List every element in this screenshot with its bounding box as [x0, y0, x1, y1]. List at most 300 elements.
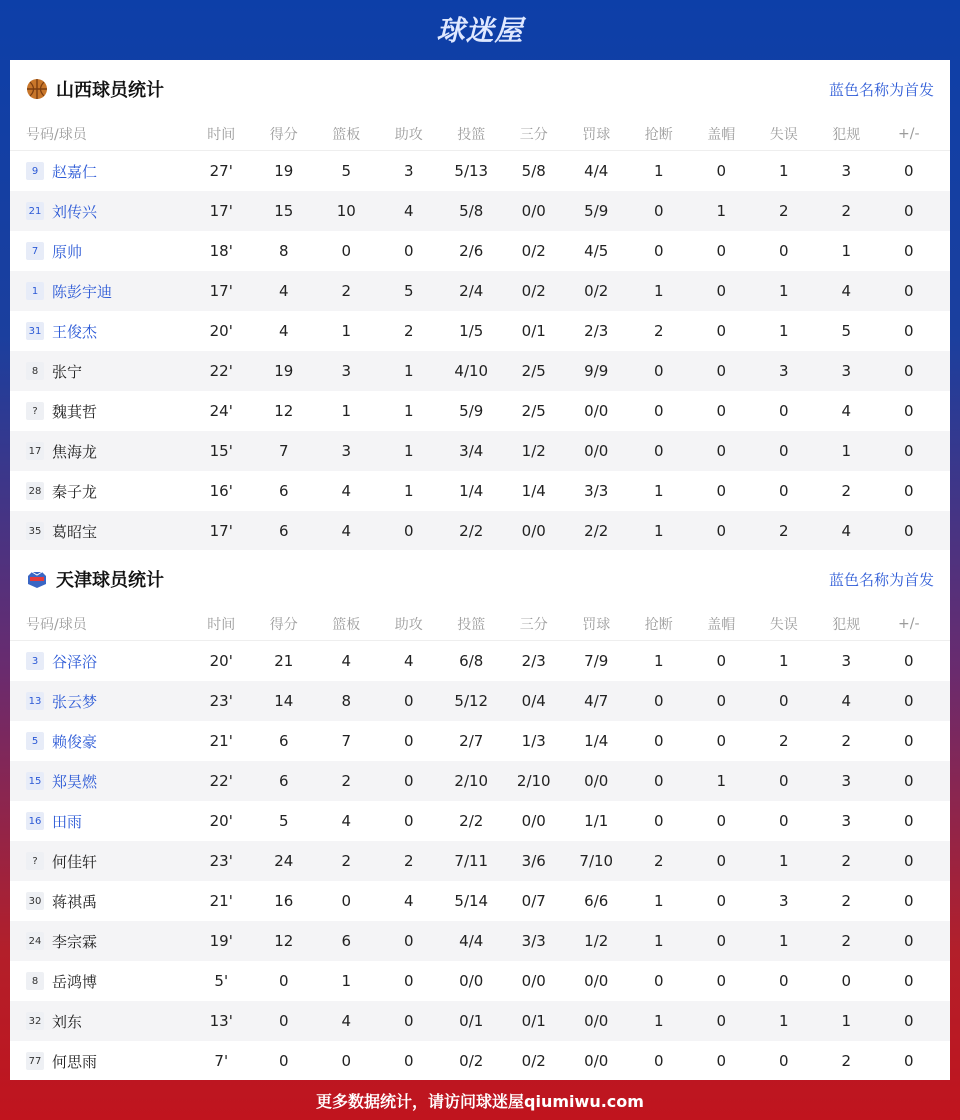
player-cell	[10, 521, 190, 542]
player-row	[10, 921, 950, 961]
stat-cell: 3/6	[521, 852, 546, 870]
stat-cell: 0	[653, 202, 664, 220]
stat-cell: 5	[278, 812, 289, 830]
stat-cell: 2	[341, 282, 352, 300]
jersey-number-badge: 8	[26, 972, 44, 990]
jersey-number-badge: ?	[26, 852, 44, 870]
player-cell	[10, 361, 190, 382]
stat-cell: 2	[841, 732, 852, 750]
jersey-number-badge: 17	[26, 442, 44, 460]
stat-cell: 0	[903, 402, 914, 420]
stat-cell: 0	[903, 282, 914, 300]
stat-cell: 3	[841, 652, 852, 670]
stat-cell: 0/2	[521, 1052, 546, 1070]
stat-cell: 15'	[209, 442, 233, 460]
stat-cell: 20'	[209, 322, 233, 340]
stat-cell: 0	[716, 482, 727, 500]
stat-cell: 12	[274, 402, 294, 420]
stat-cell: 0	[716, 322, 727, 340]
stat-cell: 0/1	[459, 1012, 484, 1030]
stat-cell: 12	[274, 932, 294, 950]
column-header: 失误	[769, 127, 798, 143]
stat-cell: 1	[341, 402, 352, 420]
stat-cell: 5/12	[454, 692, 489, 710]
stat-cell: 2/4	[459, 282, 484, 300]
stats-table	[10, 118, 950, 551]
stat-cell: 2/3	[521, 652, 546, 670]
stat-cell: 0	[653, 242, 664, 260]
stat-cell: 1	[778, 932, 789, 950]
stat-cell: 2	[403, 852, 414, 870]
stat-cell: 5/8	[459, 202, 484, 220]
stat-cell: 2	[841, 892, 852, 910]
stat-cell: 0	[653, 812, 664, 830]
player-cell	[10, 811, 190, 832]
stat-cell: 1	[778, 282, 789, 300]
stat-cell: 5/9	[459, 402, 484, 420]
player-row	[10, 1001, 950, 1041]
player-cell	[10, 441, 190, 462]
stat-cell: 2/2	[459, 522, 484, 540]
table-header-row	[10, 118, 950, 151]
stat-cell: 1	[403, 362, 414, 380]
team-title-text: 山西球员统计	[56, 80, 164, 101]
stat-cell: 2	[778, 732, 789, 750]
stat-cell: 24	[274, 852, 294, 870]
stat-cell: 13'	[209, 1012, 233, 1030]
stat-cell: 0	[341, 1052, 352, 1070]
stat-cell: 1/2	[521, 442, 546, 460]
stat-cell: 0	[903, 322, 914, 340]
stat-cell: 0	[903, 482, 914, 500]
player-name[interactable]: 原帅	[52, 242, 83, 261]
player-name[interactable]: 刘传兴	[52, 202, 98, 221]
stat-cell: 2	[403, 322, 414, 340]
player-cell	[10, 691, 190, 712]
stat-cell: 0	[778, 1052, 789, 1070]
stat-cell: 0	[653, 772, 664, 790]
player-row	[10, 351, 950, 391]
stat-cell: 1	[403, 442, 414, 460]
stat-cell: 0/2	[521, 242, 546, 260]
column-header: 罚球	[582, 617, 611, 633]
stat-cell: 0	[903, 972, 914, 990]
stat-cell: 3	[778, 362, 789, 380]
stat-cell: 0	[903, 892, 914, 910]
stat-cell: 0	[903, 202, 914, 220]
stat-cell: 0	[778, 692, 789, 710]
stat-cell: 0	[278, 1012, 289, 1030]
player-row	[10, 151, 950, 191]
stat-cell: 19'	[209, 932, 233, 950]
stat-cell: 20'	[209, 652, 233, 670]
column-header: 得分	[269, 127, 298, 143]
stat-cell: 2/10	[454, 772, 489, 790]
team-title	[26, 76, 164, 102]
player-name[interactable]: 秦子龙	[52, 482, 98, 501]
player-row	[10, 191, 950, 231]
stat-cell: 0/1	[521, 1012, 546, 1030]
player-cell	[10, 201, 190, 222]
stat-cell: 0/1	[521, 322, 546, 340]
stat-cell: 1	[653, 652, 664, 670]
player-row	[10, 271, 950, 311]
stat-cell: 1	[716, 202, 727, 220]
stat-cell: 1	[653, 162, 664, 180]
stat-cell: 0/0	[521, 812, 546, 830]
stat-cell: 4/7	[584, 692, 609, 710]
player-row	[10, 511, 950, 551]
column-header: 盖帽	[707, 127, 736, 143]
stat-cell: 0	[653, 732, 664, 750]
stat-cell: 4	[841, 282, 852, 300]
player-name[interactable]: 张云梦	[52, 692, 98, 711]
stat-cell: 4/10	[454, 362, 489, 380]
player-row	[10, 1041, 950, 1081]
stat-cell: 9/9	[584, 362, 609, 380]
stat-cell: 18'	[209, 242, 233, 260]
stat-cell: 4	[341, 812, 352, 830]
stat-cell: 0	[903, 1012, 914, 1030]
stat-cell: 0	[716, 1052, 727, 1070]
stat-cell: 0/7	[521, 892, 546, 910]
stat-cell: 0	[403, 1052, 414, 1070]
stat-cell: 0/0	[584, 972, 609, 990]
stat-cell: 1/1	[584, 812, 609, 830]
player-name[interactable]: 郑昊燃	[52, 772, 98, 791]
stat-cell: 4	[341, 522, 352, 540]
stat-cell: 3	[341, 362, 352, 380]
player-cell	[10, 651, 190, 672]
player-row	[10, 961, 950, 1001]
stat-cell: 4	[403, 892, 414, 910]
stat-cell: 5/13	[454, 162, 489, 180]
player-name[interactable]: 岳鸿博	[52, 972, 98, 991]
stat-cell: 7'	[214, 1052, 229, 1070]
stat-cell: 0	[653, 692, 664, 710]
column-header: 抢断	[644, 127, 673, 143]
stat-cell: 0	[778, 972, 789, 990]
tianjin-team-logo-icon	[26, 568, 48, 590]
stat-cell: 0	[716, 362, 727, 380]
jersey-number-badge: 31	[26, 322, 44, 340]
jersey-number-badge: 13	[26, 692, 44, 710]
player-name[interactable]: 田雨	[52, 812, 83, 831]
stat-cell: 2/10	[516, 772, 551, 790]
stat-cell: 6	[341, 932, 352, 950]
player-name[interactable]: 蒋祺禹	[52, 892, 98, 911]
stat-cell: 4	[841, 522, 852, 540]
player-name[interactable]: 陈彭宇迪	[52, 282, 113, 301]
stat-cell: 1	[778, 1012, 789, 1030]
stat-cell: 0/0	[459, 972, 484, 990]
stat-cell: 0/2	[459, 1052, 484, 1070]
player-name[interactable]: 李宗霖	[52, 932, 98, 951]
stat-cell: 2	[841, 202, 852, 220]
column-header: 时间	[207, 127, 236, 143]
stat-cell: 7/10	[579, 852, 614, 870]
stat-cell: 2/7	[459, 732, 484, 750]
jersey-number-badge: 9	[26, 162, 44, 180]
card-header	[10, 60, 950, 118]
stat-cell: 0	[903, 852, 914, 870]
stat-cell: 4/4	[459, 932, 484, 950]
stat-cell: 0/4	[521, 692, 546, 710]
player-cell	[10, 321, 190, 342]
stat-cell: 23'	[209, 852, 233, 870]
column-header: 助攻	[394, 617, 423, 633]
stat-cell: 0/2	[521, 282, 546, 300]
player-cell	[10, 891, 190, 912]
player-row	[10, 641, 950, 681]
column-header: +/-	[898, 126, 920, 142]
column-header: 盖帽	[707, 617, 736, 633]
stat-cell: 24'	[209, 402, 233, 420]
player-name[interactable]: 何佳轩	[52, 852, 98, 871]
stat-cell: 22'	[209, 362, 233, 380]
player-name[interactable]: 魏萁哲	[52, 402, 98, 421]
column-header: 失误	[769, 617, 798, 633]
stat-cell: 27'	[209, 162, 233, 180]
stat-cell: 0	[716, 692, 727, 710]
stat-cell: 6	[278, 772, 289, 790]
stat-cell: 3	[841, 162, 852, 180]
stat-cell: 1	[403, 482, 414, 500]
stat-cell: 6	[278, 732, 289, 750]
stat-cell: 0	[778, 402, 789, 420]
stat-cell: 0	[716, 162, 727, 180]
stat-cell: 1	[716, 772, 727, 790]
stat-cell: 0/0	[584, 442, 609, 460]
stat-cell: 0/0	[584, 772, 609, 790]
stat-cell: 2	[841, 852, 852, 870]
stat-cell: 1	[841, 242, 852, 260]
stat-cell: 2	[841, 482, 852, 500]
stat-cell: 2	[778, 202, 789, 220]
stat-cell: 2	[341, 772, 352, 790]
player-cell	[10, 851, 190, 872]
jersey-number-badge: 24	[26, 932, 44, 950]
stat-cell: 0	[903, 772, 914, 790]
stat-cell: 23'	[209, 692, 233, 710]
stat-cell: 17'	[209, 282, 233, 300]
stat-cell: 1	[653, 482, 664, 500]
stat-cell: 0	[778, 482, 789, 500]
starter-legend: 蓝色名称为首发	[828, 80, 934, 99]
stat-cell: 4/4	[584, 162, 609, 180]
stat-cell: 0	[341, 892, 352, 910]
stat-cell: 2	[841, 1052, 852, 1070]
player-cell	[10, 481, 190, 502]
stat-cell: 0	[653, 402, 664, 420]
footer-banner: 更多数据统计，请访问球迷屋qiumiwu.com	[316, 1091, 644, 1111]
column-header: 投篮	[457, 127, 486, 143]
stat-cell: 1	[778, 652, 789, 670]
stat-cell: 5'	[214, 972, 229, 990]
stat-cell: 19	[274, 162, 294, 180]
stat-cell: 0/0	[584, 402, 609, 420]
player-cell	[10, 241, 190, 262]
stat-cell: 1	[841, 442, 852, 460]
stat-cell: 0	[716, 402, 727, 420]
stat-cell: 21	[274, 652, 294, 670]
column-header: 三分	[519, 127, 548, 143]
stat-cell: 3/4	[459, 442, 484, 460]
stat-cell: 0	[903, 692, 914, 710]
stat-cell: 1/4	[521, 482, 546, 500]
stat-cell: 21'	[209, 892, 233, 910]
player-name[interactable]: 葛昭宝	[52, 522, 98, 541]
stat-cell: 0	[653, 362, 664, 380]
jersey-number-badge: 3	[26, 652, 44, 670]
stat-cell: 5	[341, 162, 352, 180]
column-header: 犯规	[832, 617, 861, 633]
player-name[interactable]: 赖俊豪	[52, 732, 98, 751]
stat-cell: 0	[716, 812, 727, 830]
stat-cell: 1/5	[459, 322, 484, 340]
player-row	[10, 231, 950, 271]
stat-cell: 1	[653, 522, 664, 540]
stat-cell: 0/0	[521, 522, 546, 540]
player-cell	[10, 161, 190, 182]
stat-cell: 1/3	[521, 732, 546, 750]
stat-cell: 0	[716, 732, 727, 750]
column-header: +/-	[898, 616, 920, 632]
stat-cell: 2	[653, 322, 664, 340]
jersey-number-badge: 35	[26, 522, 44, 540]
stat-cell: 0	[716, 892, 727, 910]
team-title-text: 天津球员统计	[56, 570, 164, 591]
stat-cell: 2	[653, 852, 664, 870]
stat-cell: 0	[841, 972, 852, 990]
stat-cell: 7	[278, 442, 289, 460]
stat-cell: 3	[841, 362, 852, 380]
stat-cell: 0	[903, 652, 914, 670]
stat-cell: 7/9	[584, 652, 609, 670]
stat-cell: 0	[278, 972, 289, 990]
stat-cell: 0	[653, 442, 664, 460]
stat-cell: 3/3	[521, 932, 546, 950]
stat-cell: 22'	[209, 772, 233, 790]
stat-cell: 6	[278, 482, 289, 500]
jersey-number-badge: 7	[26, 242, 44, 260]
stat-cell: 1	[653, 892, 664, 910]
player-name[interactable]: 张宁	[52, 362, 83, 381]
player-name[interactable]: 赵嘉仁	[52, 162, 98, 181]
stat-cell: 0	[778, 442, 789, 460]
stat-cell: 14	[274, 692, 294, 710]
stat-cell: 7/11	[454, 852, 489, 870]
jersey-number-badge: 77	[26, 1052, 44, 1070]
stat-cell: 0	[403, 932, 414, 950]
stat-cell: 0	[403, 242, 414, 260]
player-name[interactable]: 何思雨	[52, 1052, 98, 1071]
stat-cell: 1	[341, 972, 352, 990]
stat-cell: 1	[653, 932, 664, 950]
stat-cell: 0/2	[584, 282, 609, 300]
stat-cell: 0/0	[584, 1012, 609, 1030]
stat-cell: 0	[778, 772, 789, 790]
stat-cell: 0	[903, 162, 914, 180]
jersey-number-badge: 28	[26, 482, 44, 500]
stat-cell: 5/8	[521, 162, 546, 180]
jersey-number-badge: ?	[26, 402, 44, 420]
stat-cell: 16'	[209, 482, 233, 500]
stat-cell: 1	[778, 162, 789, 180]
stat-cell: 0	[903, 1052, 914, 1070]
stat-cell: 0	[778, 242, 789, 260]
column-header: 犯规	[832, 127, 861, 143]
stat-cell: 0	[278, 1052, 289, 1070]
stat-cell: 1/2	[584, 932, 609, 950]
stat-cell: 8	[341, 692, 352, 710]
shanxi-team-logo-icon	[26, 78, 48, 100]
player-row	[10, 681, 950, 721]
column-header: 抢断	[644, 617, 673, 633]
player-name[interactable]: 王俊杰	[52, 322, 98, 341]
stat-cell: 5	[403, 282, 414, 300]
stat-cell: 4/5	[584, 242, 609, 260]
stat-cell: 0	[716, 1012, 727, 1030]
stat-cell: 4	[341, 482, 352, 500]
stat-cell: 0	[778, 812, 789, 830]
stat-cell: 3	[778, 892, 789, 910]
jersey-number-badge: 1	[26, 282, 44, 300]
tianjin-stats-card	[10, 550, 950, 1080]
jersey-number-badge: 15	[26, 772, 44, 790]
player-name[interactable]: 焦海龙	[52, 442, 98, 461]
stat-cell: 0	[403, 732, 414, 750]
stat-cell: 0	[403, 812, 414, 830]
stat-cell: 1	[778, 322, 789, 340]
stat-cell: 2/2	[459, 812, 484, 830]
stat-cell: 4	[278, 322, 289, 340]
player-cell	[10, 971, 190, 992]
column-header: 得分	[269, 617, 298, 633]
stat-cell: 6	[278, 522, 289, 540]
stat-cell: 0	[716, 852, 727, 870]
stat-cell: 0/0	[521, 972, 546, 990]
column-header: 时间	[207, 617, 236, 633]
stat-cell: 3	[841, 812, 852, 830]
jersey-number-badge: 16	[26, 812, 44, 830]
jersey-number-badge: 5	[26, 732, 44, 750]
stat-cell: 0	[903, 812, 914, 830]
player-name[interactable]: 谷泽浴	[52, 652, 98, 671]
stat-cell: 5	[841, 322, 852, 340]
player-name[interactable]: 刘东	[52, 1012, 83, 1031]
player-row	[10, 471, 950, 511]
stat-cell: 20'	[209, 812, 233, 830]
stat-cell: 4	[341, 652, 352, 670]
stat-cell: 5/14	[454, 892, 489, 910]
stat-cell: 0	[716, 282, 727, 300]
stat-cell: 17'	[209, 202, 233, 220]
stat-cell: 0	[903, 732, 914, 750]
stat-cell: 7	[341, 732, 352, 750]
stat-cell: 0	[716, 972, 727, 990]
stat-cell: 0/0	[584, 1052, 609, 1070]
brand-logo: 球迷屋	[436, 14, 524, 47]
stat-cell: 4	[341, 1012, 352, 1030]
stat-cell: 0	[903, 242, 914, 260]
stat-cell: 3	[341, 442, 352, 460]
column-header: 号码/球员	[26, 127, 87, 143]
stat-cell: 4	[403, 652, 414, 670]
column-header: 罚球	[582, 127, 611, 143]
stat-cell: 0	[716, 242, 727, 260]
stat-cell: 0/0	[521, 202, 546, 220]
